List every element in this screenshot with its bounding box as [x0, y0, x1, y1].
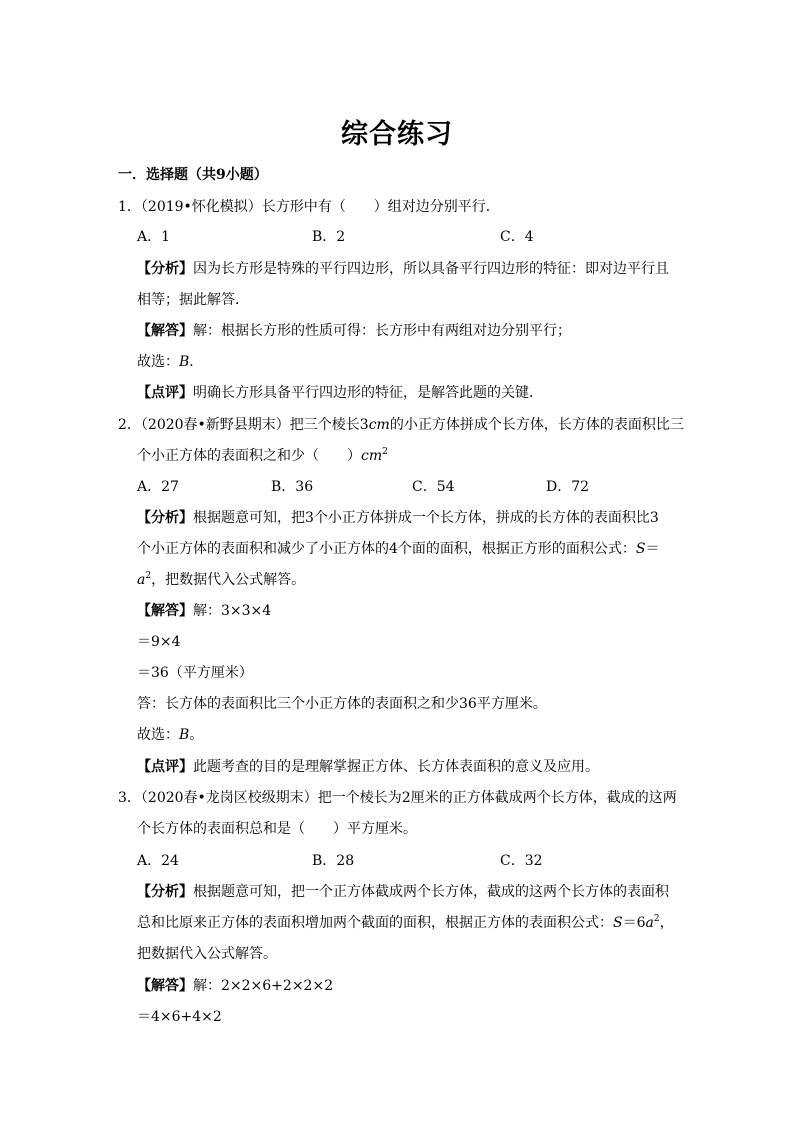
q1-option-a: A．1: [137, 229, 171, 245]
q3-step-1: ＝4×6+4×2: [137, 1009, 222, 1025]
q3-option-a: A．24: [137, 853, 179, 869]
q2-comment: 【点评】此题考查的目的是理解掌握正方体、长方体表面积的意义及应用。: [137, 759, 599, 775]
q1-solution: 【解答】解：根据长方形的性质可得：长方形中有两组对边分别平行；: [137, 323, 571, 339]
question-3-stem-line-1: 3．（2020春•龙岗区校级期末）把一个棱长为2厘米的正方体截成两个长方体，截成的这两: [118, 790, 677, 806]
q2-option-b: B．36: [271, 479, 314, 495]
q1-option-c: C．4: [500, 229, 534, 245]
q1-option-b: B．2: [312, 229, 346, 245]
q2-analysis-line-1: 【分析】根据题意可知，把3个小正方体拼成一个长方体，拼成的长方体的表面积比3: [137, 510, 659, 526]
q3-analysis-line-1: 【分析】根据题意可知，把一个正方体截成两个长方体，截成的这两个长方体的表面积: [137, 884, 669, 900]
q2-step-1: ＝9×4: [137, 634, 181, 650]
question-3-stem-line-2: 个长方体的表面积总和是（ ）平方厘米。: [137, 821, 417, 837]
q2-answer: 答：长方体的表面积比三个小正方体的表面积之和少36平方厘米。: [137, 696, 547, 712]
q3-option-c: C．32: [500, 853, 543, 869]
q2-option-d: D．72: [546, 479, 590, 495]
question-2-stem-line-2: 个小正方体的表面积之和少（ ）$cm^2$: [137, 447, 388, 464]
comment-tag: 【点评】: [137, 385, 193, 401]
analysis-tag: 【分析】: [137, 261, 193, 277]
q2-analysis-line-3: $a^2$，把数据代入公式解答。: [137, 571, 306, 588]
q2-step-2: ＝36（平方厘米）: [137, 665, 253, 681]
question-2-stem-line-1: 2．（2020春•新野县期末）把三个棱长3cm的小正方体拼成个长方体，长方体的表面积比三: [118, 417, 684, 433]
q3-analysis-line-2: 总和比原来正方体的表面积增加两个截面的面积，根据正方体的表面积公式：$S=6a^2$，: [137, 914, 674, 931]
q3-option-b: B．28: [312, 853, 355, 869]
solution-tag: 【解答】: [137, 323, 193, 339]
question-1-stem: 1．（2019•怀化模拟）长方形中有（ ）组对边分别平行．: [118, 199, 500, 215]
q2-solution: 【解答】解：3×3×4: [137, 603, 272, 619]
q1-analysis-line-2: 相等；据此解答．: [137, 292, 249, 308]
section-heading: 一．选择题（共9小题）: [118, 167, 268, 183]
q3-solution: 【解答】解：2×2×6+2×2×2: [137, 978, 334, 994]
q2-option-a: A．27: [137, 479, 179, 495]
page-title: 综合练习: [341, 119, 453, 150]
q2-option-c: C．54: [412, 479, 455, 495]
q1-analysis-line-1: 【分析】因为长方形是特殊的平行四边形，所以具备平行四边形的特征：即对边平行且: [137, 261, 669, 277]
q2-analysis-line-2: 个小正方体的表面积和减少了小正方体的4个面的面积，根据正方形的面积公式：S＝: [137, 541, 660, 557]
q1-comment: 【点评】明确长方形具备平行四边形的特征，是解答此题的关键．: [137, 385, 543, 401]
q2-choice: 故选：B。: [137, 727, 204, 743]
q1-choice: 故选：B．: [137, 354, 204, 370]
q3-analysis-line-3: 把数据代入公式解答。: [137, 946, 277, 962]
